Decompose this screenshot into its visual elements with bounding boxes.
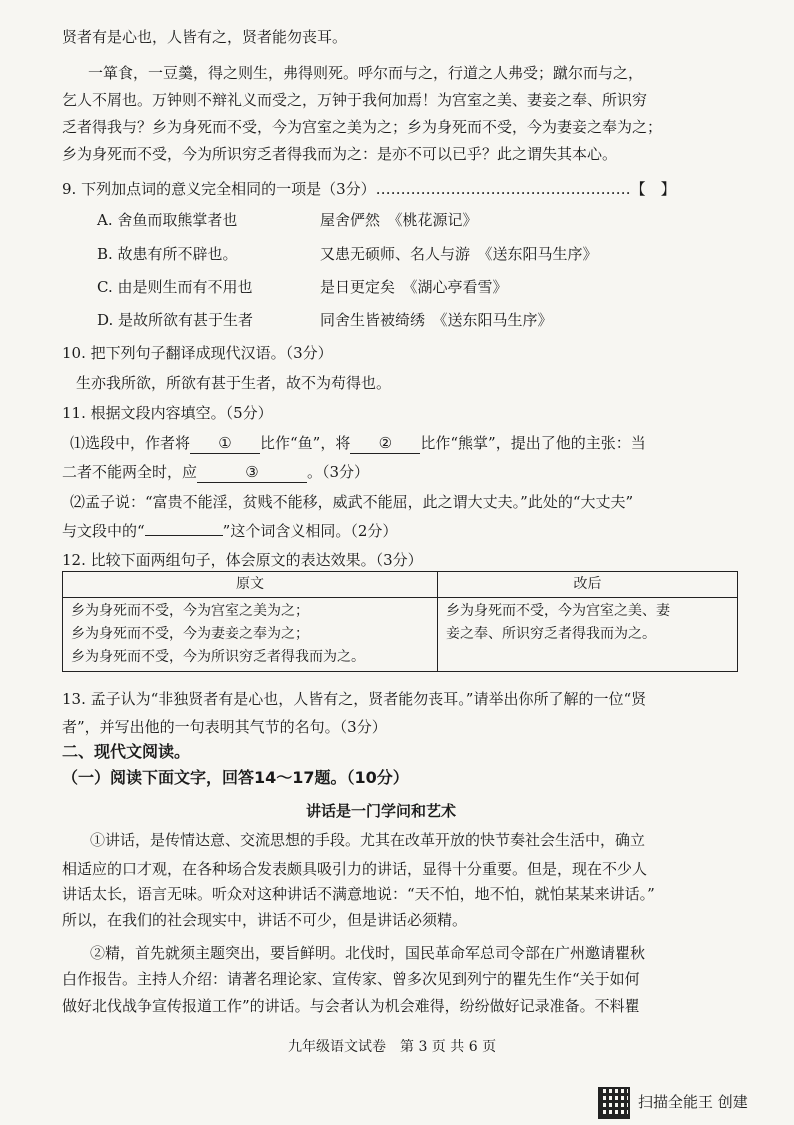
section-2-title: 二、现代文阅读。	[62, 742, 191, 761]
section-2-subtitle: （一）阅读下面文字，回答14～17题。（10分）	[62, 768, 409, 787]
q11-part2-line2	[62, 521, 397, 541]
q11-text-e: 。（3分）	[307, 463, 370, 481]
q13-line-2: 者”，并写出他的一句表明其气节的名句。（3分）	[62, 718, 387, 736]
q11-blank-3[interactable]: ③	[197, 462, 307, 483]
article-line-3: 讲话太长，语言无味。听众对这种讲话不满意地说：“天不怕，地不怕，就怕某某来讲话。”	[62, 885, 655, 903]
q12-stem: 12. 比较下面两组句子，体会原文的表达效果。（3分）	[62, 551, 423, 569]
q11-blank-2[interactable]: ②	[350, 433, 420, 454]
article-title: 讲话是一门学问和艺术	[306, 802, 457, 820]
q9-option-c-left: C. 由是则生而有不用也	[97, 278, 253, 296]
article-line-2: 相适应的口才观，在各种场合发表颇具吸引力的讲话，显得十分重要。但是，现在不少人	[62, 860, 648, 878]
passage-line-3: 乞人不屑也。万钟则不辩礼义而受之，万钟于我何加焉！为宫室之美、妻妾之奉、所识穷	[62, 91, 648, 109]
q9-option-b-right: 又患无硕师、名人与游 《送东阳马生序》	[320, 245, 598, 263]
qr-code-icon	[598, 1087, 630, 1119]
col-revised-header: 改后	[438, 572, 738, 598]
page-footer: 九年级语文试卷 第 3 页 共 6 页	[288, 1039, 497, 1055]
article-line-6: 白作报告。主持人介绍：请著名理论家、宣传家、曾多次见到列宁的瞿先生作“关于如何	[62, 970, 640, 988]
q11-stem: 11. 根据文段内容填空。（5分）	[62, 404, 273, 422]
q11-text-c: 比作“熊掌”，提出了他的主张：当	[420, 434, 646, 452]
original-line-2: 乡为身死而不受，今为妻妾之奉为之；	[71, 626, 309, 642]
q11-text-g: ”这个词含义相同。（2分）	[222, 522, 398, 540]
q9-option-a-right: 屋舍俨然 《桃花源记》	[320, 211, 478, 229]
original-cell	[63, 598, 438, 672]
q11-part1-line1	[70, 433, 646, 454]
q11-blank-4[interactable]	[145, 535, 223, 536]
q9-option-c-right: 是日更定矣 《湖心亭看雪》	[320, 278, 508, 296]
article-line-7: 做好北伐战争宣传报道工作”的讲话。与会者认为机会难得，纷纷做好记录准备。不料瞿	[62, 997, 640, 1015]
q11-blank-1[interactable]: ①	[190, 433, 260, 454]
q11-part1-line2	[62, 462, 369, 483]
revised-line-2: 妾之奉、所识穷乏者得我而为之。	[446, 626, 656, 642]
q9-stem: 9. 下列加点词的意义完全相同的一项是（3分）……………………………………………【 】	[62, 180, 676, 198]
q9-option-a-left: A. 舍鱼而取熊掌者也	[97, 211, 238, 229]
q9-option-d-left: D. 是故所欲有甚于生者	[97, 311, 254, 329]
revised-line-1: 乡为身死而不受，今为宫室之美、妻	[446, 603, 670, 619]
original-line-3: 乡为身死而不受，今为所识穷乏者得我而为之。	[71, 649, 365, 665]
passage-line-1: 贤者有是心也，人皆有之，贤者能勿丧耳。	[62, 28, 348, 46]
q11-text-a: ⑴选段中，作者将	[70, 434, 191, 452]
q11-part2-line1: ⑵孟子说：“富贵不能淫，贫贱不能移，威武不能屈，此之谓大丈夫。”此处的“大丈夫”	[70, 493, 634, 511]
col-original-header: 原文	[63, 572, 438, 598]
q9-option-d-right: 同舍生皆被绮绣 《送东阳马生序》	[320, 311, 553, 329]
article-line-1: ①讲话，是传情达意、交流思想的手段。尤其在改革开放的快节奏社会生活中，确立	[90, 831, 646, 849]
comparison-table	[62, 571, 738, 672]
revised-cell	[438, 598, 738, 672]
q10-sentence: 生亦我所欲，所欲有甚于生者，故不为苟得也。	[76, 374, 392, 392]
scanner-brand: 扫描全能王 创建	[638, 1093, 748, 1111]
q10-stem: 10. 把下列句子翻译成现代汉语。（3分）	[62, 344, 333, 362]
article-line-4: 所以，在我们的社会现实中，讲话不可少，但是讲话必须精。	[62, 911, 468, 929]
q11-text-b: 比作“鱼”，将	[260, 434, 351, 452]
article-line-5: ②精，首先就须主题突出，要旨鲜明。北伐时，国民革命军总司令部在广州邀请瞿秋	[90, 944, 646, 962]
original-line-1: 乡为身死而不受，今为宫室之美为之；	[71, 603, 309, 619]
passage-line-2: 一箪食，一豆羹，得之则生，弗得则死。呼尔而与之，行道之人弗受；蹴尔而与之，	[88, 64, 644, 82]
q11-text-d: 二者不能两全时，应	[62, 463, 198, 481]
q9-option-b-left: B. 故患有所不辟也。	[97, 245, 238, 263]
passage-line-4: 乏者得我与？乡为身死而不受，今为宫室之美为之；乡为身死而不受，今为妻妾之奉为之；	[62, 118, 663, 136]
passage-line-5: 乡为身死而不受，今为所识穷乏者得我而为之：是亦不可以已乎？此之谓失其本心。	[62, 145, 618, 163]
q13-line-1: 13. 孟子认为“非独贤者有是心也，人皆有之，贤者能勿丧耳。”请举出你所了解的一位“贤	[62, 690, 647, 708]
q11-text-f: 与文段中的“	[62, 522, 145, 540]
